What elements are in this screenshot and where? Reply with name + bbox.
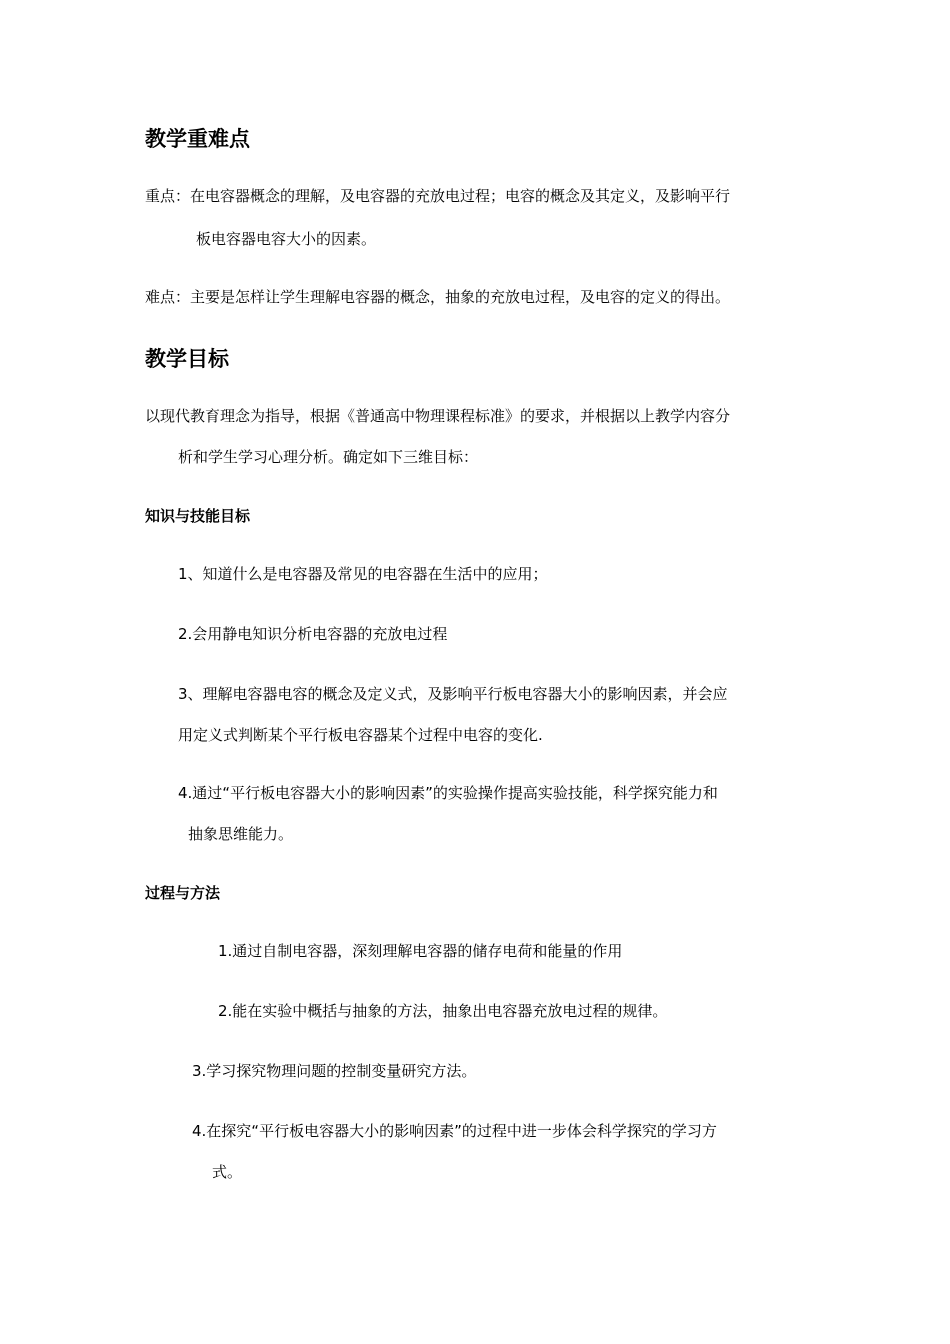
process-item-3: 3.学习探究物理问题的控制变量研究方法。 [192,1062,477,1080]
goals-intro-line-2: 析和学生学习心理分析。确定如下三维目标： [178,448,479,466]
difficulty-line: 难点：主要是怎样让学生理解电容器的概念，抽象的充放电过程，及电容的定义的得出。 [145,288,731,306]
heading-knowledge-skills: 知识与技能目标 [145,507,251,525]
process-item-2: 2.能在实验中概括与抽象的方法，抽象出电容器充放电过程的规律。 [218,1002,668,1020]
knowledge-item-4-line-2: 抽象思维能力。 [188,825,294,843]
heading-process-methods: 过程与方法 [145,884,221,902]
knowledge-item-1: 1、知道什么是电容器及常见的电容器在生活中的应用； [178,565,548,583]
knowledge-item-3-line-1: 3、理解电容器电容的概念及定义式，及影响平行板电容器大小的影响因素，并会应 [178,685,728,703]
knowledge-item-4-line-1: 4.通过“平行板电容器大小的影响因素”的实验操作提高实验技能，科学探究能力和 [178,784,718,802]
focus-line-1: 重点：在电容器概念的理解，及电容器的充放电过程；电容的概念及其定义，及影响平行 [145,187,731,205]
heading-key-points: 教学重难点 [145,127,250,151]
knowledge-item-2: 2.会用静电知识分析电容器的充放电过程 [178,625,448,643]
process-item-4-line-1: 4.在探究“平行板电容器大小的影响因素”的过程中进一步体会科学探究的学习方 [192,1122,717,1140]
heading-goals: 教学目标 [145,347,229,371]
focus-line-2: 板电容器电容大小的因素。 [196,230,377,248]
process-item-4-line-2: 式。 [212,1163,243,1181]
knowledge-item-3-line-2: 用定义式判断某个平行板电容器某个过程中电容的变化. [178,726,543,744]
goals-intro-line-1: 以现代教育理念为指导，根据《普通高中物理课程标准》的要求，并根据以上教学内容分 [145,407,731,425]
process-item-1: 1.通过自制电容器，深刻理解电容器的储存电荷和能量的作用 [218,942,623,960]
